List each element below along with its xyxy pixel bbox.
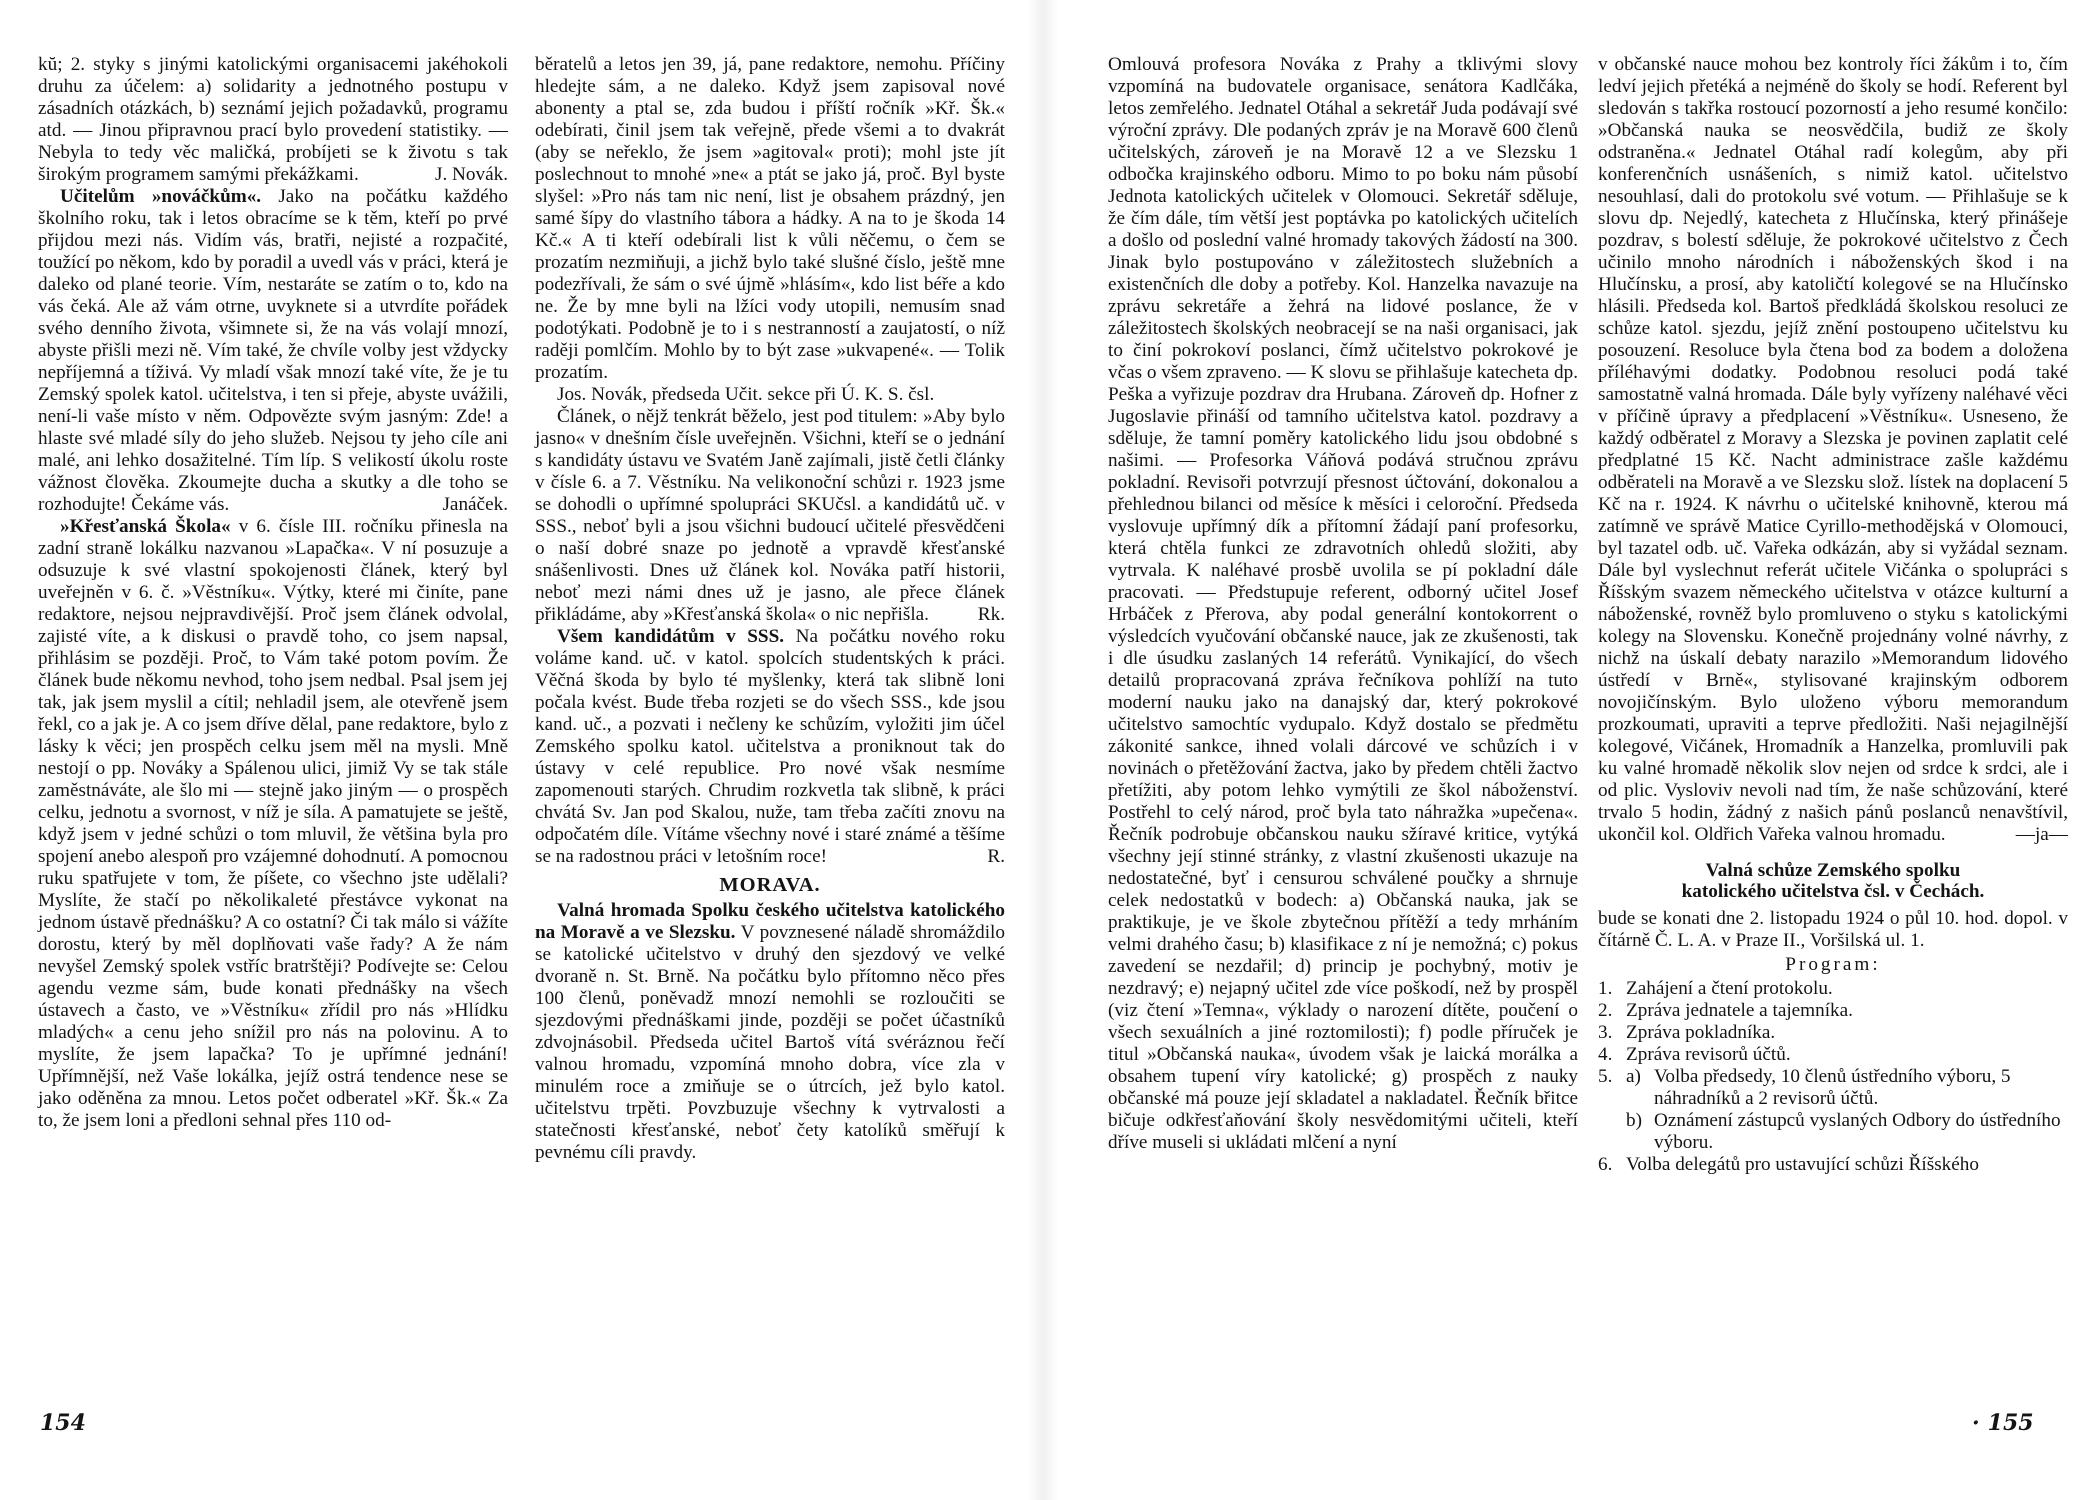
section-heading: MORAVA. (719, 874, 821, 896)
page-number-dot: · (1972, 1410, 1980, 1436)
notice-heading-line: Valná schůze Zemského spolku (1705, 860, 1961, 881)
paragraph (535, 54, 1005, 384)
program-item (1598, 1066, 2068, 1154)
program-item-number: 6. (1598, 1154, 1613, 1175)
program-item (1598, 1154, 2068, 1176)
left-page-column-1 (38, 54, 508, 1132)
page-number-left: 154 (40, 1410, 86, 1436)
program-item (1598, 1022, 2068, 1044)
paragraph (38, 186, 508, 516)
paragraph (1598, 54, 2068, 846)
signature: Janáček. (442, 494, 508, 515)
program-subitem (1626, 1110, 2068, 1154)
paragraph-text: kŭ; 2. styky s jinými katolickými organisacemi jakéhokoli druhu za účelem: a) solidarity a jednotného postupu v zásadních otázkách, b) seznámí jejich požadavků, programu atd. — Jinou připravnou prací bylo provedení statistiky. — Nebyla to tedy věc maličká, probíjeti se k životu s tak širokým programem samými překážkami. (38, 54, 508, 185)
notice-heading (1598, 860, 2068, 902)
paragraph (535, 900, 1005, 1164)
right-page-column-2 (1598, 54, 2068, 1176)
signature: —ja— (2015, 824, 2068, 845)
paragraph-title: »Křesťanská Škola« (60, 516, 231, 537)
paragraph-text: Na počátku nového roku voláme kand. uč. v katol. spolcích studentských k práci. Věčná škoda by bylo té myšlenky, která tak slibně loni počala kvést. Bude třeba rozjeti se do všech SSS., kde jsou kand. uč., a pozvati i nečleny ke schůzím, vyložiti jim účel Zemského spolku katol. učitelstva a proniknout tak do ústavy v celé republice. Pro nové však nesmíme zapomenouti starých. Chrudim rozkvetla tak slibně, k práci chvátá Sv. Jan pod Skalou, nuže, tam třeba začíti znovu na odpočatém díle. Vítáme všechny nové i staré známé a těšíme se na radostnou práci v letošním roce! (535, 626, 1005, 867)
signature: Jos. Novák, předseda Učit. sekce při Ú. K. S. čsl. (557, 384, 935, 405)
program-heading: Program: (1785, 954, 1881, 975)
page-number-right (1972, 1410, 2034, 1436)
program-item-number: 5. (1598, 1066, 1613, 1087)
signature: R. (987, 846, 1005, 867)
program-item (1598, 1044, 2068, 1066)
program-subitem-letter: a) (1626, 1066, 1641, 1087)
paragraph (38, 54, 508, 186)
program-subitem-text: Volba předsedy, 10 členů ústředního výboru, 5 náhradníků a 2 revisorů účtů. (1654, 1066, 2011, 1109)
paragraph-text: Jako na počátku každého školního roku, tak i letos obracíme se k těm, kteří po prvé přijdou mezi nás. Vidím vás, bratři, nejisté a rozpačité, toužící po někom, kdo by poradil a uvedl vás v práci, která je daleko od plané teorie. Vím, nestaráte se zatím o to, kdo na vás čeká. Ale až vám otrne, uvyknete si a utvrdíte pořádek svého denního života, všimnete si, že na vás volají mnozí, abyste přišli mezi ně. Vím také, že chvíle volby jest vždycky nepříjemná a tíživá. Vy mladí však mnozí také víte, že je tu Zemský spolek katol. učitelstva, i ten si přeje, abyste uvážili, není-li vaše místo v něm. Odpovězte svým jasným: Zde! a hlaste své mladé síly do jeho služeb. Nejsou ty jeho cíle ani malé, ani lehko dosažitelné. Tím líp. S velikostí úkolu roste vážnost člověka. Zkoumejte ducha a skutky a dle toho se rozhodujte! Čekáme vás. (38, 186, 508, 515)
program-subitem-letter: b) (1626, 1110, 1642, 1131)
right-page-column-1 (1108, 54, 1578, 1154)
paragraph-text: běratelů a letos jen 39, já, pane redaktore, nemohu. Příčiny hledejte sám, a ne daleko. Když jsem zapisoval nové abonenty a ptal se, zda budou i příští ročník »Kř. Šk.« odebírati, činil jsem tak veřejně, přede všemi a to dvakrát (aby se neřeklo, že jsem »agitoval« proti); mohl jste jít poslechnout to mnohé »ne« a ptát se jako já, proč. Byl byste slyšel: »Pro nás tam nic není, list je obsahem prázdný, jen samé šípy do vlastního tábora a hádky. A na to je škoda 14 Kč.« A ti kteří odebírali list k vůli něčemu, o čem se prozatím nezmiňuji, a jichž bylo také slušné číslo, ještě mne podezřívali, že sám o své újmě »hlásím«, kdo list béře a kdo ne. Že by mne byli na lžíci vody utopili, nemusím snad podotýkati. Podobně je to i s nestranností a zaujatostí, o níž raději pomlčím. Mohlo by to být zase »ukvapené«. — Tolik prozatím. (535, 54, 1005, 383)
program-item (1598, 978, 2068, 1000)
paragraph-title: Valná hromada Spolku českého učitelstva katolického na Moravě a ve Slezsku. (535, 900, 1005, 943)
program-item-number: 2. (1598, 1000, 1613, 1021)
paragraph (535, 626, 1005, 868)
paragraph-title: Učitelům »nováčkům«. (60, 186, 262, 207)
program-item-text: Volba delegátů pro ustavující schůzi Říšského (1626, 1154, 1979, 1175)
program-item-text: Zahájení a čtení protokolu. (1626, 978, 1833, 999)
program-item-text: Zpráva jednatele a tajemníka. (1626, 1000, 1853, 1021)
signature: Rk. (977, 604, 1005, 625)
signature: J. Novák. (434, 164, 508, 185)
paragraph-text: V povznesené náladě shromáždilo se katolické učitelstvo v druhý den sjezdový ve velké dvoraně n. St. Brně. Na počátku bylo přítomno něco přes 100 členů, poněvadž mnozí nemohli se rozloučiti se sjezdovými přednáškami jinde, později se počet účastníků zdvojnásobil. Předseda učitel Bartoš vítá svéráznou řečí valnou hromadu, vzpomíná mnoho dobra, více zla v minulém roce a zmiňuje se o útrcích, jež bylo katol. učitelstvu trpěti. Povzbuzuje všechny k vytrvalosti a statečnosti křesťanské, neboť čety katolíků směřují k pevnému cíli pravdy. (535, 922, 1005, 1163)
notice-heading-line: katolického učitelstva čsl. v Čechách. (1681, 881, 1985, 902)
paragraph-text: Omlouvá profesora Nováka z Prahy a tklivými slovy vzpomíná na budovatele organisace, senátora Kadlčáka, letos zemřelého. Jednatel Otáhal a sekretář Juda podávají své výroční zprávy. Dle podaných zpráv je na Moravě 600 členů učitelských, zároveň je na Moravě 12 a ve Slezsku 1 odbočka krajinského odboru. Mimo to po boku nám působí Jednota katolických učitelek v Olomouci. Sekretář sděluje, že čím dále, tím větší jest poptávka po katolických učitelích a došlo od poslední valné hromady takových žádostí na 300. Jinak bylo postupováno v záležitostech služebních a existenčních dle doby a potřeby. Kol. Hanzelka navazuje na zprávu sekretáře a žehrá na lidové poslance, že v záležitostech školských neobracejí se na naši organisaci, jak to činí pokrokoví poslanci, čímž učitelstvo pokrokové je včas o všem zpraveno. — K slovu se přihlašuje katecheta dp. Peška a vyřizuje pozdrav dra Hrubana. Zároveň dp. Hofner z Jugoslavie přináší od tamního učitelstva katol. pozdravy a sděluje, že tamní poměry katolického lidu jsou obdobné s našimi. — Profesorka Váňová podává stručnou zprávu pokladní. Revisoři potvrzují přesnost účtování, dokonalou a přehlednou bilanci od měsíce k měsíci i celoroční. Předseda vyslovuje upřímný dík a přítomní žádají paní profesorku, která chtěla funkci ze zdravotních ohledů složiti, aby vytrvala. K naléhavé prosbě uvolila se pí pokladní dále pracovati. — Předstupuje referent, odborný učitel Josef Hrbáček z Přerova, aby podal generální kontokorrent o výsledcích vyučování občanské nauce, jak ze zkušenosti, tak i dle úsudku zaslaných 14 referátů. Vynikající, do všech detailů propracovaná zpráva řečníkova pohlíží na tuto moderní nauku jako na danajský dar, který pokrokové učitelstvo samochtíc vydupalo. Když dostalo se předmětu zákonité sankce, ihned volali dárcové ve schůzích i v novinách o přetěžování žactva, jako by předem chtěli žactvo přetížiti, aby potom lehko vymýtili ze škol náboženství. Postřehl to celý národ, proč byla tato náhražka »upečena«. Řečník podrobuje občanskou nauku sžíravé kritice, vytýká všechny její stinné stránky, z vlastní zkušenosti ukazuje na nedostatečné, byť i censurou schválené poučky a shrnuje celek nedostatků v bodech: a) Občanská nauka, jak se praktikuje, je ve škole zbytečnou přítěží a tedy mrháním velmi drahého času; b) klasifikace z ní je nemožná; c) pokus zavedení se nezdařil; d) princip je pochybný, motiv je nezdravý; e) nejapný učitel zde více poškodí, než by prospěl (viz čtení »Temna«, výklady o narození dítěte, poučení o všech sexuálních a jiné roztomilosti); f) podle příruček je titul »Občanská nauka«, úvodem však je laická morálka a obsahem tupení víry katolické; g) prospěch z nauky občanské má pouze její skladatel a nakladatel. Řečník břitce bičuje odkřesťaňování školy nesvědomitými učiteli, kteří dříve museli si ukládati mlčení a nyní (1108, 54, 1578, 1153)
paragraph (535, 384, 1005, 406)
program-item (1598, 1000, 2068, 1022)
program-subitem (1626, 1066, 2068, 1110)
page-number-value: 155 (1987, 1410, 2034, 1436)
notice-text: bude se konati dne 2. listopadu 1924 o půl 10. hod. dopol. v čítárně Č. L. A. v Praze II., Voršilská ul. 1. (1598, 908, 2068, 951)
program-subitem-text: Oznámení zástupců vyslaných Odbory do ústředního výboru. (1654, 1110, 2061, 1153)
program-item-text: Zpráva revisorů účtů. (1626, 1044, 1791, 1065)
program-item-number: 4. (1598, 1044, 1613, 1065)
paragraph-text: Článek, o nějž tenkrát běželo, jest pod titulem: »Aby bylo jasno« v dnešním čísle uveřejněn. Všichni, kteří se o jednání s kandidáty ústavu ve Svatém Janě zajímali, jistě četli články v čísle 6. a 7. Věstníku. Na velikonoční schůzi r. 1923 jsme se dohodli o upřímné spolupráci SKUčsl. a kandidátů uč. v SSS., neboť byli a jsou všichni budoucí učitelé přesvědčeni o naší dobré snaze po jednotě a vpravdě křesťanské snášenlivosti. Dnes už článek kol. Nováka patří historii, neboť mezi námi dnes už je jasno, ale přece článek přikládáme, aby »Křesťanská škola« o nic nepřišla. (535, 406, 1005, 625)
left-page-column-2 (535, 54, 1005, 1164)
paragraph-text: v 6. čísle III. ročníku přinesla na zadní straně lokálku nazvanou »Lapačka«. V ní posuzuje a odsuzuje k své vlastní spokojenosti článek, který byl uveřejněn v 6. č. »Věstníku«. Výtky, které mi činíte, pane redaktore, nejsou nejpravdivější. Proč jsem článek odvolal, zajisté víte, a k diskusi o pravdě toho, co jsem napsal, přihlásim se později. Proč, to Vám také potom povím. Že článek bude někomu nevhod, toho jsem nedbal. Psal jsem jej tak, jak jsem myslil a cítil; nehladil jsem, ale otevřeně jsem řekl, co a jak je. A co jsem dříve dělal, pane redaktore, bylo z lásky k věci; jen prospěch celku jsem měl na mysli. Mně nestojí o pp. Nováky a Spálenou ulici, jimiž Vy se tak stále zaměstnáváte, ale šlo mi — stejně jako jiným — o prospěch celku, jednotu a svornost, v níž je síla. A pamatujete se ještě, když jsem v jedné schůzi o tom mluvil, že většina byla pro spojení anebo alespoň pro vzájemné dohodnutí. A pomocnou ruku spatřujete v tom, že píšete, co všechno jste udělali? Myslíte, že stačí po několikaleté přestávce vykonat na jednom ústavě přednášku? A co ostatní? Či tak málo si vážíte dorostu, který by měl doplňovati vaše řady? A že nám nevyšel Zemský spolek vstříc bratrštěji? Podívejte se: Celou agendu vezme sám, bude konati přednášky na všech ústavech a často, ve »Věstníku« zřídil pro nás »Hlídku mladých« a cenu jeho snížil pro nás na polovinu. A to myslíte, že jsem lapačka? To je upřímné jednání! Upřímnější, než Vaše lokálka, jejíž ostrá tendence nese se jako oděněna za mnou. Letos počet odberatel »Kř. Šk.« Za to, že jsem loni a předloni sehnal přes 110 od- (38, 516, 508, 1131)
program-item-number: 1. (1598, 978, 1613, 999)
book-gutter (1028, 0, 1058, 1500)
paragraph (535, 406, 1005, 626)
paragraph-title: Všem kandidátům v SSS. (557, 626, 785, 647)
program-item-number: 3. (1598, 1022, 1613, 1043)
paragraph (38, 516, 508, 1132)
program-item-text: Zpráva pokladníka. (1626, 1022, 1776, 1043)
program-list (1598, 978, 2068, 1176)
paragraph (1108, 54, 1578, 1154)
paragraph-text: v občanské nauce mohou bez kontroly říci žákům i to, čím ledví jejich přetéká a nejméně do školy se hodí. Referent byl sledován s takřka rostoucí pozorností a jeho resumé končilo: »Občanská nauka se neosvědčila, budiž ze školy odstraněna.« Jednatel Otáhal radí kolegům, aby při konferenčních usnášeních, s nimiž katol. učitelstvo nesouhlasí, dali do protokolu své votum. — Přihlašuje se k slovu dp. Nejedlý, katecheta z Hlučínska, který přinášeje pozdrav, s bolestí sděluje, že pokrokové učitelstvo z Čech učinilo mnoho národních i náboženských škod i na Hlučínsku, a prosí, aby katoličtí kolegové se na Hlučínsko hlásili. Předseda kol. Bartoš předkládá školskou resoluci ze schůze katol. sjezdu, jejíž znění postoupeno učitelstvu ku posouzení. Resoluce byla čtena bod za bodem a doložena příléhavými dodatky. Podobnou resoluci podá také samostatně valná hromada. Dále byly vyřízeny naléhavé věci v příčině úpravy a předplacení »Věstníku«. Usneseno, že každý odběratel z Moravy a Slezska je povinen zaplatit celé předplatné 15 Kč. Nacht administrace zašle každému odběrateli na Moravě a ve Slezsku slož. lístek na doplacení 5 Kč na r. 1924. K návrhu o učitelské knihovně, kterou má zatímně ve správě Matice Cyrillo-methodějská v Olomouci, byl tazatel odb. uč. Vařeka odkázán, aby si vyžádal seznam. Dále byl vyslechnut referát učitele Vičánka o spolupráci s Říšským svazem německého učitelstva v otázce kulturní a náboženské, rovněž bylo promluveno o styku s katolickými kolegy na Slovensku. Konečně projednány volné návrhy, z nichž na úskalí debaty narazilo »Memorandum lidového ústředí v Brně«, stylisované krajinským odborem novojičínským. Bylo uloženo výboru memorandum prozkoumati, upraviti a teprve předložiti. Naši nejagilnější kolegové, Vičánek, Hromadník a Hanzelka, promluvili pak ku valné hromadě několik slov nejen od srdce k srdci, ale i od plic. Vysloviv nevoli nad tím, že naše schůzování, které trvalo 5 hodin, žádný z našich pánů poslanců nenavštívil, ukončil kol. Oldřich Vařeka valnou hromadu. (1598, 54, 2068, 845)
